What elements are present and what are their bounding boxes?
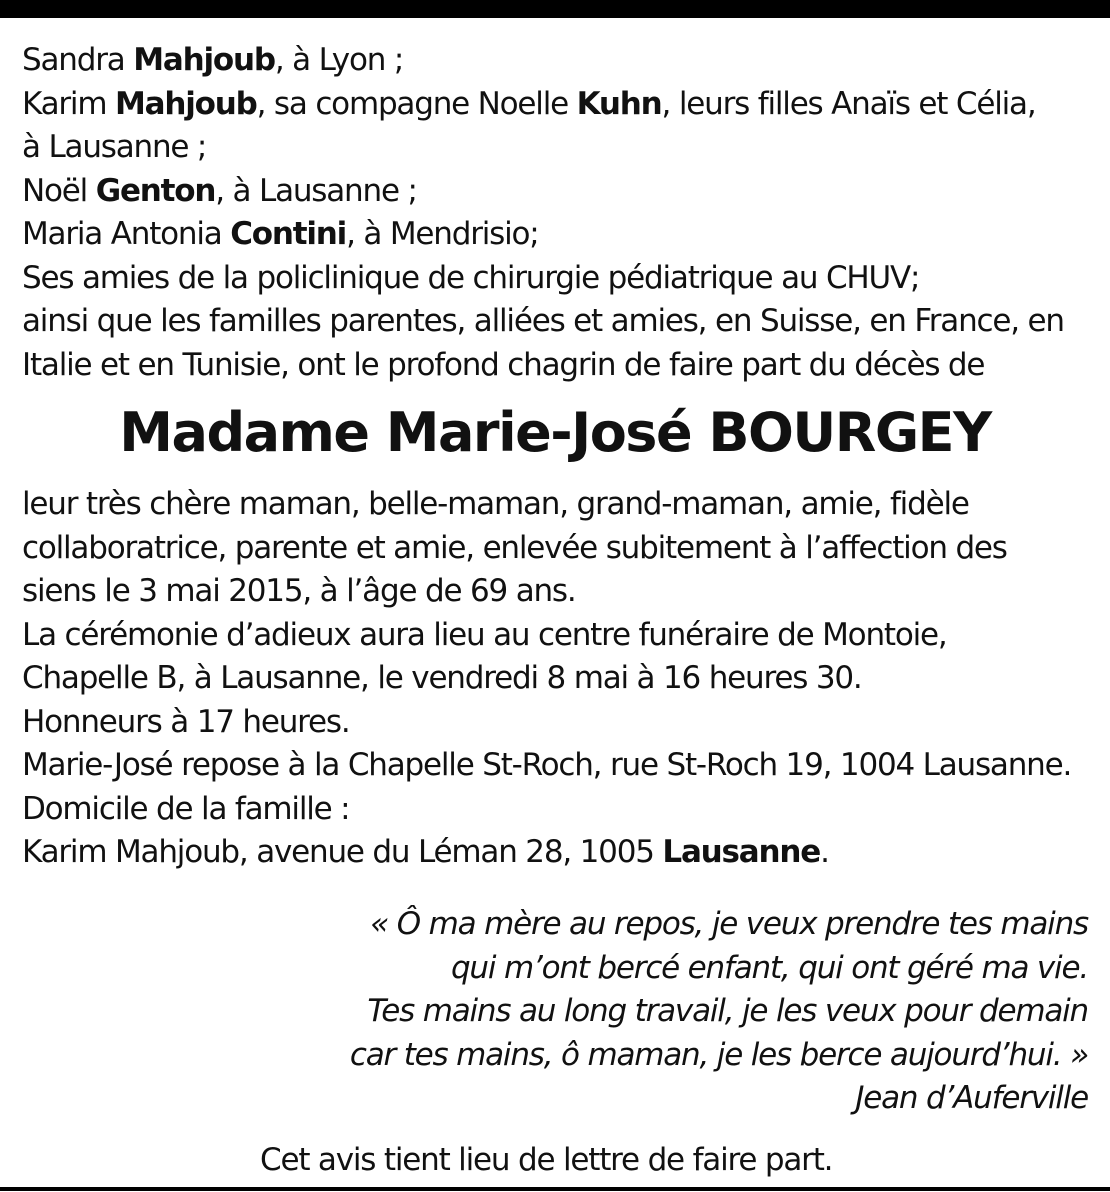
- top-rule: [0, 0, 1110, 18]
- intro-line: [22, 257, 1107, 301]
- deceased-name-heading: Madame Marie-José BOURGEY: [119, 401, 991, 464]
- text-run: Italie et en Tunisie, ont le profond chagrin de faire part du décès de: [22, 346, 985, 383]
- text-run: , à Mendrisio;: [346, 216, 539, 252]
- poem-quote: [188, 903, 1088, 1121]
- poem-author: Jean d’Auferville: [855, 1080, 1088, 1116]
- text-run: Ses amies de la policlinique de chirurgie pédiatrique au CHUV;: [22, 259, 920, 296]
- poem-line: « Ô ma mère au repos, je veux prendre tes mains: [370, 906, 1088, 942]
- mourners-list: [22, 39, 1107, 387]
- poem-line: qui m’ont bercé enfant, qui ont géré ma vie.: [450, 949, 1088, 986]
- text-run: .: [820, 834, 829, 870]
- bold-name: Lausanne: [662, 834, 821, 870]
- body-line: [22, 570, 1107, 614]
- text-run: Chapelle B, à Lausanne, le vendredi 8 mai à 16 heures 30.: [22, 660, 862, 696]
- body-line: [22, 614, 1107, 658]
- poem-line: car tes mains, ô maman, je les berce aujourd’hui. »: [349, 1036, 1088, 1073]
- intro-line: [22, 344, 1107, 388]
- text-run: ainsi que les familles parentes, alliées et amies, en Suisse, en France, en: [22, 303, 1064, 339]
- body-line: [22, 788, 1107, 832]
- body-line: [22, 657, 1107, 701]
- text-run: collaboratrice, parente et amie, enlevée subitement à l’affection des: [22, 529, 1007, 566]
- text-run: Honneurs à 17 heures.: [22, 703, 350, 740]
- intro-line: [22, 83, 1107, 127]
- intro-line: [22, 300, 1107, 344]
- body-line: [22, 701, 1107, 745]
- bold-name: Contini: [230, 216, 347, 252]
- text-run: Maria Antonia: [22, 216, 231, 252]
- bold-name: Mahjoub: [115, 85, 257, 122]
- announcement-body: [22, 483, 1107, 875]
- text-run: , leurs filles Anaïs et Célia,: [661, 85, 1036, 122]
- footer-note: Cet avis tient lieu de lettre de faire part.: [260, 1142, 833, 1178]
- text-run: , à Lausanne ;: [215, 172, 417, 209]
- text-run: Marie-José repose à la Chapelle St-Roch, rue St-Roch 19, 1004 Lausanne.: [22, 747, 1072, 783]
- intro-line: [22, 170, 1107, 214]
- text-run: Sandra: [22, 42, 134, 78]
- text-run: Karim: [22, 85, 115, 122]
- text-run: La cérémonie d’adieux aura lieu au centre funéraire de Montoie,: [22, 616, 947, 653]
- body-line: [22, 744, 1107, 788]
- bold-name: Kuhn: [576, 85, 662, 122]
- bottom-rule: [0, 1187, 1110, 1191]
- text-run: , à Lyon ;: [274, 42, 404, 78]
- bold-name: Genton: [95, 172, 216, 209]
- text-run: Noël: [22, 172, 96, 209]
- text-run: Domicile de la famille :: [22, 790, 350, 827]
- text-run: à Lausanne ;: [22, 129, 207, 165]
- intro-line: [22, 213, 1107, 257]
- intro-line: [22, 39, 1107, 83]
- text-run: , sa compagne Noelle: [256, 85, 577, 122]
- body-line: [22, 527, 1107, 571]
- bold-name: Mahjoub: [133, 42, 275, 78]
- text-run: leur très chère maman, belle-maman, grand-maman, amie, fidèle: [22, 486, 969, 522]
- poem-line: Tes mains au long travail, je les veux pour demain: [367, 993, 1088, 1029]
- body-line: [22, 831, 1107, 875]
- intro-line: [22, 126, 1107, 170]
- text-run: siens le 3 mai 2015, à l’âge de 69 ans.: [22, 573, 576, 609]
- body-line: [22, 483, 1107, 527]
- text-run: Karim Mahjoub, avenue du Léman 28, 1005: [22, 834, 663, 870]
